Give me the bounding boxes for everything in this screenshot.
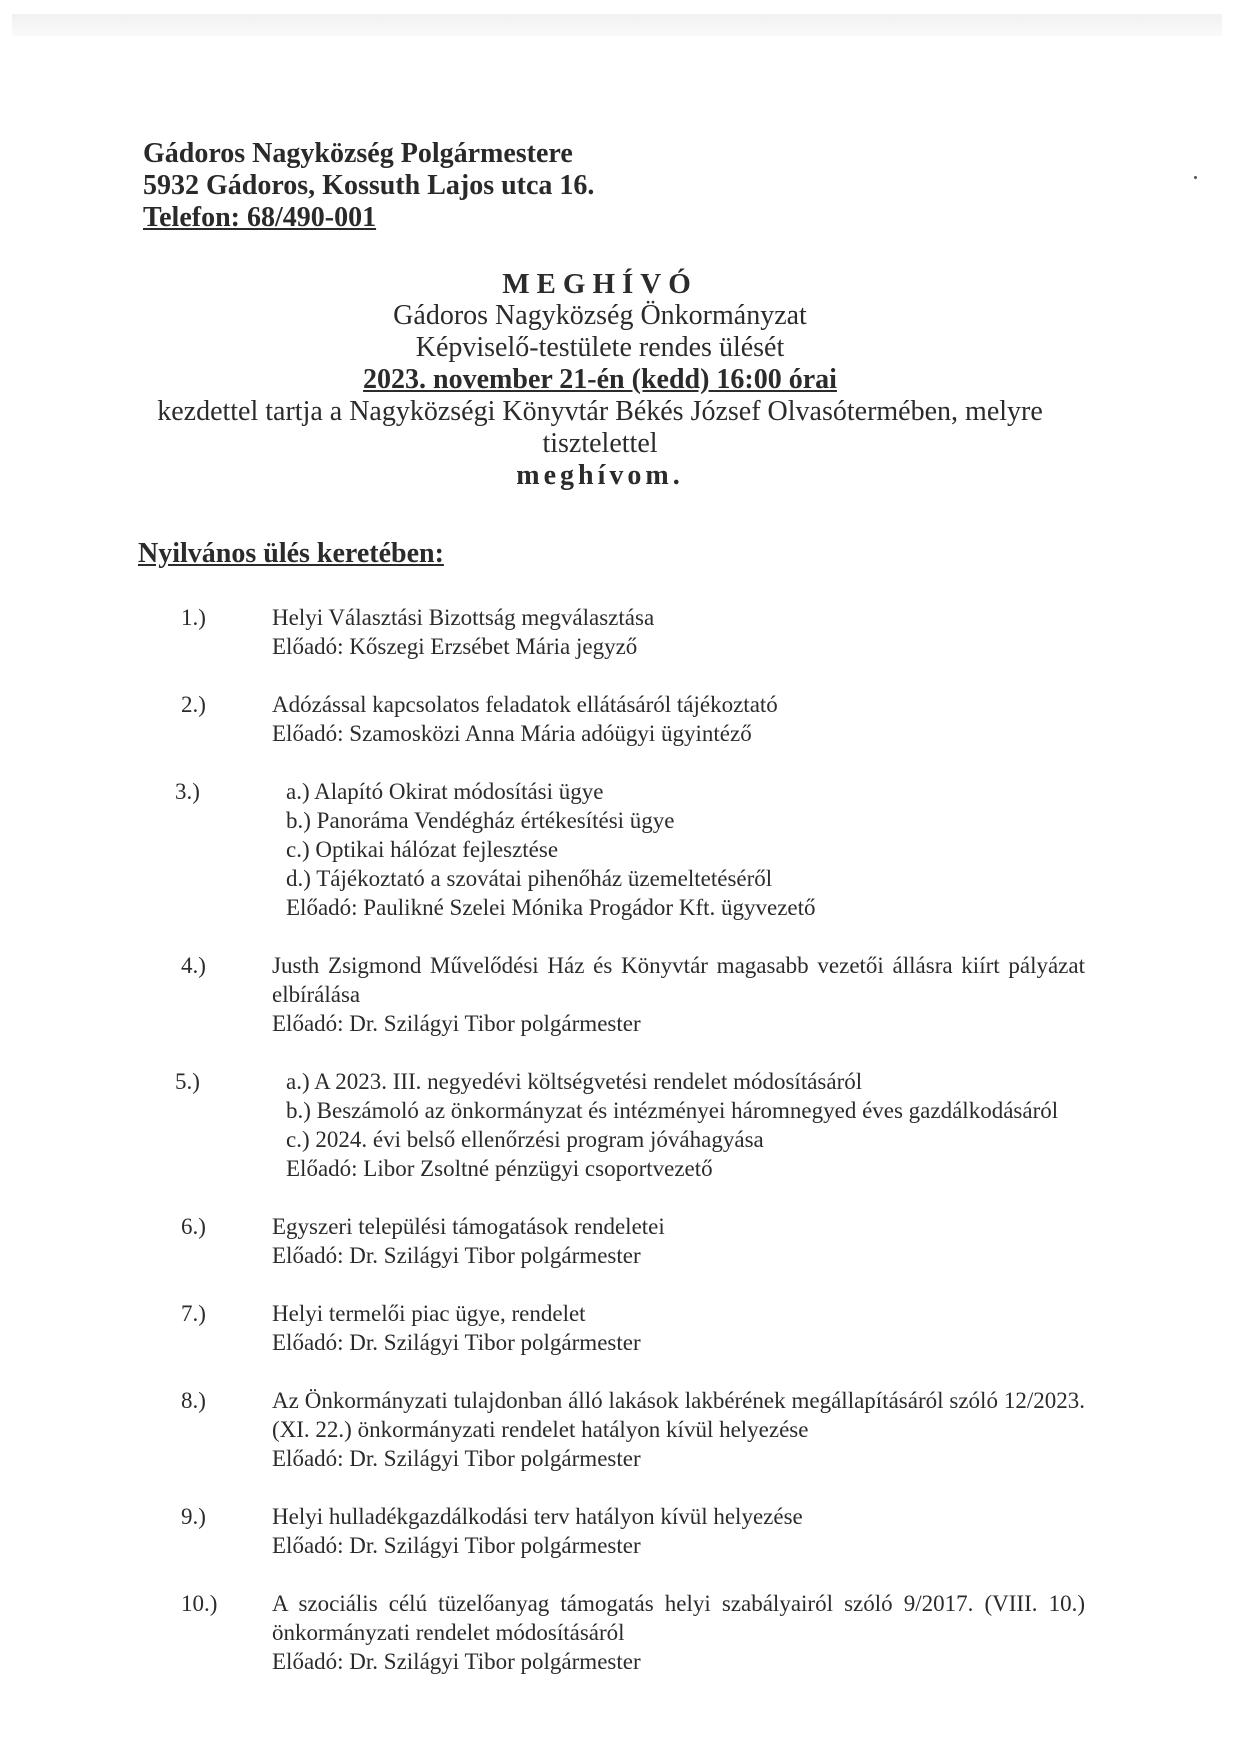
agenda-item-body: [272, 1212, 1085, 1270]
agenda-item-presenter: Előadó: Dr. Szilágyi Tibor polgármester: [272, 1243, 641, 1268]
agenda-item-body: [272, 1502, 1085, 1560]
invitation-title: MEGHÍVÓ: [502, 268, 698, 300]
agenda-item-body: [286, 777, 1085, 922]
agenda-item-body: [272, 1299, 1085, 1357]
agenda-item-number: 3.): [175, 779, 200, 804]
agenda-item: [160, 1386, 1085, 1473]
section-title: Nyilvános ülés keretében:: [138, 538, 444, 569]
invitation-line-3: kezdettel tartja a Nagyközségi Könyvtár Békés József Olvasótermében, melyre: [157, 396, 1043, 427]
agenda-item-presenter: Előadó: Dr. Szilágyi Tibor polgármester: [272, 1446, 641, 1471]
agenda-item-number: 5.): [175, 1069, 200, 1094]
agenda-item-text: a.) A 2023. III. negyedévi költségvetési rendelet módosításáról: [286, 1069, 863, 1094]
agenda-item-body: [272, 690, 1085, 748]
agenda-item-number: 10.): [181, 1591, 218, 1616]
agenda-item-number: 7.): [181, 1301, 206, 1326]
scan-edge: [12, 14, 1222, 36]
agenda-item-presenter: Előadó: Dr. Szilágyi Tibor polgármester: [272, 1011, 641, 1036]
agenda-item-presenter: Előadó: Szamosközi Anna Mária adóügyi ügyintéző: [272, 721, 752, 746]
agenda-item-presenter: Előadó: Kőszegi Erzsébet Mária jegyző: [272, 634, 638, 659]
meeting-date: 2023. november 21-én (kedd) 16:00 órai: [363, 364, 837, 395]
agenda-item: [160, 777, 1085, 922]
invitation-line-1: Gádoros Nagyközség Önkormányzat: [393, 300, 807, 331]
agenda-item-number: 8.): [181, 1388, 206, 1413]
agenda-item-text: Helyi termelői piac ügye, rendelet: [272, 1301, 586, 1326]
invitation-closing: meghívom.: [516, 460, 684, 491]
letterhead-title: Gádoros Nagyközség Polgármestere: [143, 138, 573, 169]
invitation-line-4: tisztelettel: [542, 428, 658, 459]
agenda-item-presenter: Előadó: Paulikné Szelei Mónika Progádor Kft. ügyvezető: [286, 895, 816, 920]
agenda-item-number: 9.): [181, 1504, 206, 1529]
agenda-item-text: Egyszeri települési támogatások rendeletei: [272, 1214, 665, 1239]
agenda-item-presenter: Előadó: Dr. Szilágyi Tibor polgármester: [272, 1649, 641, 1674]
agenda-item-text: A szociális célú tüzelőanyag támogatás helyi szabályairól szóló 9/2017. (VIII. 10.) önkormányzati rendelet módosításáról: [272, 1591, 1085, 1645]
agenda-item-presenter: Előadó: Libor Zsoltné pénzügyi csoportvezető: [286, 1156, 713, 1181]
agenda-item-number: 2.): [181, 692, 206, 717]
invitation-block: [130, 268, 1070, 492]
invitation-line-2: Képviselő-testülete rendes ülését: [415, 332, 785, 363]
agenda-item-text: Helyi Választási Bizottság megválasztása: [272, 605, 655, 630]
agenda-item-text: b.) Panoráma Vendégház értékesítési ügye: [286, 808, 675, 833]
letterhead-phone: Telefon: 68/490-001: [143, 202, 377, 233]
agenda-item: [160, 1067, 1085, 1183]
agenda-item-text: c.) Optikai hálózat fejlesztése: [286, 837, 559, 862]
agenda-item-text: c.) 2024. évi belső ellenőrzési program jóváhagyása: [286, 1127, 764, 1152]
agenda-item-text: b.) Beszámoló az önkormányzat és intézményei háromnegyed éves gazdálkodásáról: [286, 1098, 1059, 1123]
agenda-item-presenter: Előadó: Dr. Szilágyi Tibor polgármester: [272, 1533, 641, 1558]
scan-speck: [1194, 176, 1197, 179]
agenda-item: [160, 1212, 1085, 1270]
agenda-item: [160, 1502, 1085, 1560]
agenda-item-body: [272, 1589, 1085, 1676]
agenda-item-presenter: Előadó: Dr. Szilágyi Tibor polgármester: [272, 1330, 641, 1355]
agenda-item-body: [272, 951, 1085, 1038]
agenda-item-text: Az Önkormányzati tulajdonban álló lakások lakbérének megállapításáról szóló 12/2023. (XI. 22.) önkormányzati rendelet hatályon kívül helyezése: [272, 1388, 1085, 1442]
agenda-item-number: 1.): [181, 605, 206, 630]
agenda-item-text: Helyi hulladékgazdálkodási terv hatályon kívül helyezése: [272, 1504, 803, 1529]
agenda-item: [160, 1589, 1085, 1676]
agenda-item-body: [286, 1067, 1085, 1183]
agenda-item-number: 4.): [181, 953, 206, 978]
agenda-item-text: d.) Tájékoztató a szovátai pihenőház üzemeltetéséről: [286, 866, 773, 891]
agenda-item-text: Justh Zsigmond Művelődési Ház és Könyvtár magasabb vezetői állásra kiírt pályázat elbírálása: [272, 953, 1085, 1007]
agenda-item-number: 6.): [181, 1214, 206, 1239]
agenda-item-body: [272, 1386, 1085, 1473]
agenda-item-body: [272, 603, 1085, 661]
agenda-item: [160, 690, 1085, 748]
agenda-list: [160, 603, 1085, 1705]
agenda-item: [160, 603, 1085, 661]
agenda-item: [160, 1299, 1085, 1357]
letterhead: [143, 138, 594, 234]
agenda-item-text: Adózással kapcsolatos feladatok ellátásáról tájékoztató: [272, 692, 778, 717]
agenda-item-text: a.) Alapító Okirat módosítási ügye: [286, 779, 604, 804]
letterhead-address: 5932 Gádoros, Kossuth Lajos utca 16.: [143, 170, 595, 201]
agenda-item: [160, 951, 1085, 1038]
